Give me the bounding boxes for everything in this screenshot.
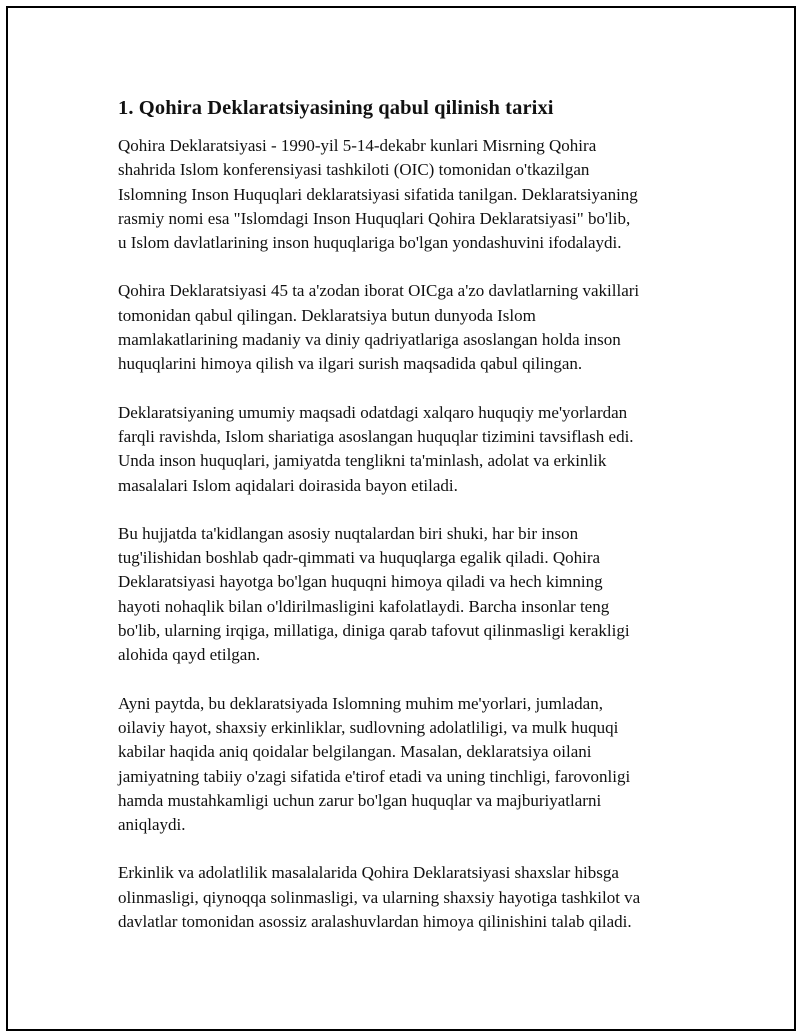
- paragraph-1: Qohira Deklaratsiyasi - 1990-yil 5-14-dekabr kunlari Misrning Qohira shahrida Islom konferensiyasi tashkiloti (OIC) tomonidan o'tkazilgan Islomning Inson Huquqlari deklaratsiyasi sifatida tanilgan. Deklaratsiyaning rasmiy nomi esa "Islomdagi Inson Huquqlari Qohira Deklaratsiyasi" bo'lib, u Islom davlatlarining inson huquqlariga bo'lgan yondashuvini ifodalaydi.: [118, 136, 638, 253]
- paragraph-4: Bu hujjatda ta'kidlangan asosiy nuqtalardan biri shuki, har bir inson tug'ilishidan boshlab qadr-qimmati va huquqlarga egalik qiladi. Qohira Deklaratsiyasi hayotga bo'lgan huquqni himoya qiladi va hech kimning hayoti nohaqlik bilan o'ldirilmasligini kafolatlaydi. Barcha insonlar teng bo'lib, ularning irqiga, millatiga, diniga qarab tafovut qilinmasligi kerakligi alohida qayd etilgan.: [118, 523, 630, 665]
- document-body: [118, 94, 698, 958]
- section-heading: 1. Qohira Deklaratsiyasining qabul qilinish tarixi: [118, 97, 554, 119]
- paragraph-2: Qohira Deklaratsiyasi 45 ta a'zodan iborat OICga a'zo davlatlarning vakillari tomonidan qabul qilingan. Deklaratsiya butun dunyoda Islom mamlakatlarining madaniy va diniy qadriyatlariga asoslangan holda inson huquqlarini himoya qilish va ilgari surish maqsadida qabul qilingan.: [118, 281, 640, 374]
- paragraph-3: Deklaratsiyaning umumiy maqsadi odatdagi xalqaro huquqiy me'yorlardan farqli ravishda, Islom shariatiga asoslangan huquqlar tizimini tavsiflash edi. Unda inson huquqlari, jamiyatda tenglikni ta'minlash, adolat va erkinlik masalalari Islom aqidalari doirasida bayon etiladi.: [118, 402, 634, 495]
- paragraph-6: Erkinlik va adolatlilik masalalarida Qohira Deklaratsiyasi shaxslar hibsga olinmasligi, qiynoqqa solinmasligi, va ularning shaxsiy hayotiga tashkilot va davlatlar tomonidan asossiz aralashuvlardan himoya qilinishini talab qiladi.: [118, 863, 641, 932]
- paragraph-5: Ayni paytda, bu deklaratsiyada Islomning muhim me'yorlari, jumladan, oilaviy hayot, shaxsiy erkinliklar, sudlovning adolatliligi, va mulk huquqi kabilar haqida aniq qoidalar belgilangan. Masalan, deklaratsiya oilani jamiyatning tabiiy o'zagi sifatida e'tirof etadi va uning tinchligi, farovonligi hamda mustahkamligi uchun zarur bo'lgan huquqlar va majburiyatlarni aniqlaydi.: [118, 693, 631, 835]
